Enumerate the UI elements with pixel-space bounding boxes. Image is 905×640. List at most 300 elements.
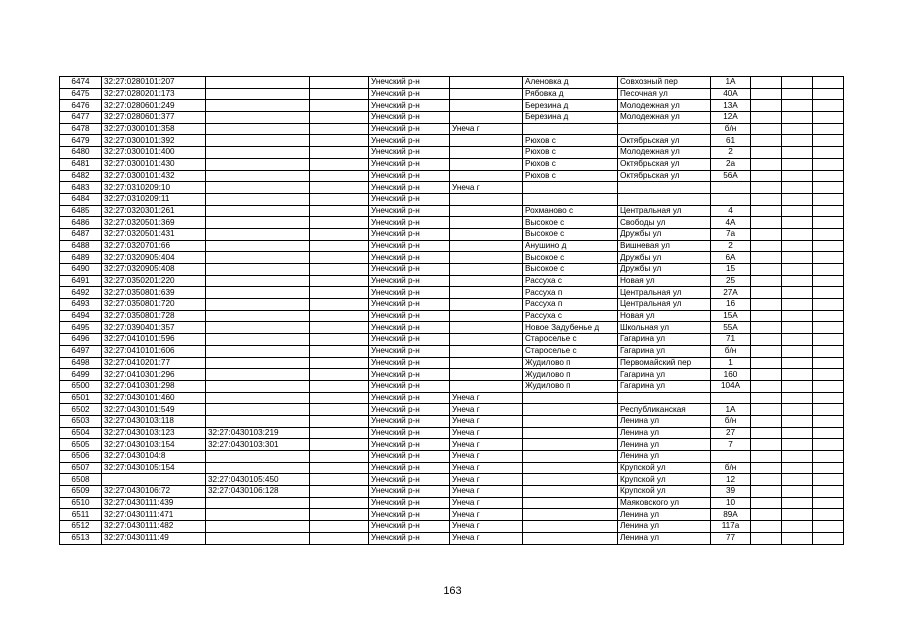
cadastral-number-cell: 32:27:0320905:404 [102,252,206,264]
table-row [60,521,844,533]
cadastral-number-cell: 32:27:0430103:123 [102,427,206,439]
extra-column-2-cell [782,322,813,334]
cadastral-number-cell: 32:27:0430106:72 [102,486,206,498]
settlement-cell: Рассуха с [523,310,618,322]
settlement-cell: Высокое с [523,228,618,240]
house-number-cell: 2а [711,158,751,170]
house-number-cell: 56А [711,170,751,182]
house-number-cell: б/н [711,415,751,427]
district-cell: Унечский р-н [369,474,450,486]
house-number-cell: 89А [711,509,751,521]
street-cell: Дружбы ул [618,264,711,276]
street-cell: Ленина ул [618,415,711,427]
district-cell: Унечский р-н [369,100,450,112]
row-number-cell: 6505 [60,439,102,451]
settlement-cell: Рассуха с [523,275,618,287]
linked-cadastral-number-cell [206,532,310,544]
blank-column-cell [310,392,369,404]
city-cell: Унеча г [450,532,523,544]
street-cell: Ленина ул [618,427,711,439]
blank-column-cell [310,123,369,135]
extra-column-1-cell [751,310,782,322]
linked-cadastral-number-cell: 32:27:0430103:301 [206,439,310,451]
settlement-cell [523,123,618,135]
district-cell: Унечский р-н [369,310,450,322]
linked-cadastral-number-cell [206,205,310,217]
extra-column-1-cell [751,217,782,229]
district-cell: Унечский р-н [369,357,450,369]
extra-column-3-cell [813,486,844,498]
street-cell [618,182,711,194]
table-row [60,310,844,322]
extra-column-3-cell [813,100,844,112]
row-number-cell: 6500 [60,380,102,392]
blank-column-cell [310,486,369,498]
row-number-cell: 6510 [60,497,102,509]
extra-column-1-cell [751,369,782,381]
extra-column-3-cell [813,170,844,182]
cadastral-number-cell: 32:27:0350201:220 [102,275,206,287]
linked-cadastral-number-cell [206,170,310,182]
extra-column-1-cell [751,123,782,135]
table-row [60,509,844,521]
row-number-cell: 6504 [60,427,102,439]
street-cell [618,392,711,404]
row-number-cell: 6486 [60,217,102,229]
city-cell: Унеча г [450,427,523,439]
extra-column-1-cell [751,357,782,369]
house-number-cell [711,182,751,194]
extra-column-2-cell [782,404,813,416]
extra-column-3-cell [813,147,844,159]
cadastral-number-cell: 32:27:0390401:357 [102,322,206,334]
district-cell: Унечский р-н [369,322,450,334]
city-cell [450,380,523,392]
extra-column-2-cell [782,532,813,544]
street-cell: Ленина ул [618,439,711,451]
city-cell [450,369,523,381]
extra-column-1-cell [751,228,782,240]
house-number-cell: 40А [711,88,751,100]
extra-column-2-cell [782,158,813,170]
city-cell [450,287,523,299]
street-cell: Гагарина ул [618,345,711,357]
table-row [60,158,844,170]
extra-column-1-cell [751,521,782,533]
cadastral-number-cell: 32:27:0410201:77 [102,357,206,369]
linked-cadastral-number-cell [206,334,310,346]
city-cell: Унеча г [450,404,523,416]
house-number-cell: 27 [711,427,751,439]
city-cell [450,345,523,357]
extra-column-1-cell [751,415,782,427]
extra-column-3-cell [813,439,844,451]
table-row [60,415,844,427]
extra-column-3-cell [813,369,844,381]
table-row [60,193,844,205]
settlement-cell: Рюхов с [523,147,618,159]
street-cell: Гагарина ул [618,380,711,392]
city-cell: Унеча г [450,462,523,474]
blank-column-cell [310,135,369,147]
row-number-cell: 6491 [60,275,102,287]
district-cell: Унечский р-н [369,334,450,346]
district-cell: Унечский р-н [369,205,450,217]
house-number-cell: 16 [711,299,751,311]
street-cell: Свободы ул [618,217,711,229]
extra-column-3-cell [813,217,844,229]
house-number-cell: 71 [711,334,751,346]
linked-cadastral-number-cell [206,380,310,392]
row-number-cell: 6497 [60,345,102,357]
street-cell: Центральная ул [618,287,711,299]
district-cell: Унечский р-н [369,193,450,205]
cadastral-number-cell: 32:27:0320701:66 [102,240,206,252]
blank-column-cell [310,334,369,346]
row-number-cell: 6502 [60,404,102,416]
house-number-cell: 6А [711,252,751,264]
district-cell: Унечский р-н [369,228,450,240]
linked-cadastral-number-cell [206,264,310,276]
extra-column-3-cell [813,462,844,474]
linked-cadastral-number-cell [206,158,310,170]
cadastral-number-cell: 32:27:0430111:439 [102,497,206,509]
street-cell: Совхозный пер [618,77,711,89]
table-row [60,287,844,299]
cadastral-number-cell: 32:27:0320501:369 [102,217,206,229]
extra-column-3-cell [813,193,844,205]
city-cell: Унеча г [450,439,523,451]
linked-cadastral-number-cell [206,497,310,509]
extra-column-2-cell [782,451,813,463]
city-cell [450,77,523,89]
table-row [60,486,844,498]
linked-cadastral-number-cell [206,100,310,112]
blank-column-cell [310,380,369,392]
linked-cadastral-number-cell [206,88,310,100]
blank-column-cell [310,77,369,89]
settlement-cell [523,392,618,404]
extra-column-1-cell [751,112,782,124]
table-row [60,77,844,89]
settlement-cell: Высокое с [523,252,618,264]
row-number-cell: 6479 [60,135,102,147]
extra-column-1-cell [751,100,782,112]
extra-column-1-cell [751,404,782,416]
linked-cadastral-number-cell: 32:27:0430103:219 [206,427,310,439]
settlement-cell [523,462,618,474]
street-cell: Гагарина ул [618,369,711,381]
city-cell: Унеча г [450,474,523,486]
extra-column-3-cell [813,521,844,533]
district-cell: Унечский р-н [369,264,450,276]
table-row [60,252,844,264]
extra-column-1-cell [751,532,782,544]
extra-column-1-cell [751,182,782,194]
settlement-cell: Жудилово п [523,357,618,369]
house-number-cell: 15 [711,264,751,276]
blank-column-cell [310,88,369,100]
linked-cadastral-number-cell [206,287,310,299]
row-number-cell: 6509 [60,486,102,498]
extra-column-3-cell [813,415,844,427]
city-cell [450,264,523,276]
street-cell: Новая ул [618,275,711,287]
extra-column-3-cell [813,334,844,346]
linked-cadastral-number-cell [206,240,310,252]
page-number: 163 [443,585,462,597]
street-cell: Молодежная ул [618,147,711,159]
blank-column-cell [310,474,369,486]
street-cell: Крупской ул [618,462,711,474]
cadastral-number-cell: 32:27:0320905:408 [102,264,206,276]
blank-column-cell [310,287,369,299]
blank-column-cell [310,217,369,229]
extra-column-2-cell [782,205,813,217]
linked-cadastral-number-cell [206,369,310,381]
extra-column-1-cell [751,205,782,217]
extra-column-3-cell [813,345,844,357]
extra-column-1-cell [751,193,782,205]
table-row [60,380,844,392]
blank-column-cell [310,509,369,521]
extra-column-2-cell [782,217,813,229]
extra-column-1-cell [751,474,782,486]
house-number-cell: 55А [711,322,751,334]
house-number-cell: 2 [711,240,751,252]
house-number-cell: 27А [711,287,751,299]
cadastral-number-cell: 32:27:0300101:392 [102,135,206,147]
extra-column-2-cell [782,299,813,311]
linked-cadastral-number-cell [206,462,310,474]
row-number-cell: 6487 [60,228,102,240]
settlement-cell [523,193,618,205]
linked-cadastral-number-cell [206,77,310,89]
district-cell: Унечский р-н [369,287,450,299]
cadastral-number-cell: 32:27:0300101:358 [102,123,206,135]
table-row [60,205,844,217]
cadastral-number-cell: 32:27:0310209:11 [102,193,206,205]
street-cell: Октябрьская ул [618,135,711,147]
table-row [60,497,844,509]
extra-column-2-cell [782,135,813,147]
street-cell: Крупской ул [618,474,711,486]
blank-column-cell [310,404,369,416]
city-cell: Унеча г [450,415,523,427]
house-number-cell [711,193,751,205]
extra-column-2-cell [782,509,813,521]
district-cell: Унечский р-н [369,497,450,509]
cadastral-number-cell: 32:27:0430111:471 [102,509,206,521]
street-cell: Ленина ул [618,532,711,544]
city-cell [450,112,523,124]
settlement-cell: Новое Задубенье д [523,322,618,334]
street-cell: Крупской ул [618,486,711,498]
settlement-cell: Рюхов с [523,158,618,170]
house-number-cell: 160 [711,369,751,381]
registry-body [60,77,844,545]
extra-column-2-cell [782,357,813,369]
row-number-cell: 6488 [60,240,102,252]
district-cell: Унечский р-н [369,123,450,135]
house-number-cell: 1А [711,77,751,89]
settlement-cell [523,451,618,463]
blank-column-cell [310,112,369,124]
blank-column-cell [310,521,369,533]
extra-column-3-cell [813,287,844,299]
row-number-cell: 6484 [60,193,102,205]
table-row [60,427,844,439]
table-row [60,451,844,463]
settlement-cell [523,427,618,439]
row-number-cell: 6480 [60,147,102,159]
linked-cadastral-number-cell [206,322,310,334]
extra-column-1-cell [751,240,782,252]
extra-column-3-cell [813,205,844,217]
extra-column-2-cell [782,182,813,194]
settlement-cell [523,486,618,498]
linked-cadastral-number-cell [206,521,310,533]
house-number-cell: б/н [711,345,751,357]
table-row [60,474,844,486]
extra-column-2-cell [782,170,813,182]
table-row [60,439,844,451]
district-cell: Унечский р-н [369,462,450,474]
district-cell: Унечский р-н [369,404,450,416]
row-number-cell: 6477 [60,112,102,124]
table-row [60,147,844,159]
table-row [60,240,844,252]
linked-cadastral-number-cell [206,299,310,311]
blank-column-cell [310,369,369,381]
extra-column-1-cell [751,170,782,182]
row-number-cell: 6499 [60,369,102,381]
extra-column-2-cell [782,334,813,346]
cadastral-number-cell: 32:27:0430104:8 [102,451,206,463]
street-cell: Октябрьская ул [618,170,711,182]
cadastral-number-cell: 32:27:0430103:154 [102,439,206,451]
city-cell: Унеча г [450,521,523,533]
city-cell [450,299,523,311]
street-cell: Ленина ул [618,451,711,463]
city-cell [450,170,523,182]
settlement-cell [523,404,618,416]
city-cell [450,100,523,112]
cadastral-registry-table [59,76,844,545]
extra-column-1-cell [751,345,782,357]
extra-column-2-cell [782,287,813,299]
settlement-cell [523,182,618,194]
extra-column-1-cell [751,275,782,287]
district-cell: Унечский р-н [369,158,450,170]
street-cell: Октябрьская ул [618,158,711,170]
linked-cadastral-number-cell [206,357,310,369]
row-number-cell: 6503 [60,415,102,427]
blank-column-cell [310,228,369,240]
row-number-cell: 6512 [60,521,102,533]
extra-column-1-cell [751,147,782,159]
row-number-cell: 6492 [60,287,102,299]
settlement-cell: Рохманово с [523,205,618,217]
blank-column-cell [310,310,369,322]
extra-column-1-cell [751,158,782,170]
extra-column-3-cell [813,451,844,463]
settlement-cell: Староселье с [523,345,618,357]
district-cell: Унечский р-н [369,88,450,100]
extra-column-2-cell [782,275,813,287]
house-number-cell: 10 [711,497,751,509]
table-row [60,170,844,182]
blank-column-cell [310,100,369,112]
district-cell: Унечский р-н [369,380,450,392]
street-cell: Гагарина ул [618,334,711,346]
settlement-cell [523,415,618,427]
settlement-cell: Рюхов с [523,170,618,182]
house-number-cell: 13А [711,100,751,112]
settlement-cell: Рюхов с [523,135,618,147]
row-number-cell: 6506 [60,451,102,463]
house-number-cell: 4 [711,205,751,217]
house-number-cell: 1 [711,357,751,369]
extra-column-1-cell [751,427,782,439]
extra-column-3-cell [813,380,844,392]
extra-column-2-cell [782,252,813,264]
district-cell: Унечский р-н [369,77,450,89]
city-cell [450,147,523,159]
table-row [60,369,844,381]
district-cell: Унечский р-н [369,240,450,252]
district-cell: Унечский р-н [369,112,450,124]
row-number-cell: 6476 [60,100,102,112]
table-row [60,123,844,135]
city-cell [450,334,523,346]
table-row [60,357,844,369]
street-cell: Первомайский пер [618,357,711,369]
extra-column-3-cell [813,158,844,170]
street-cell [618,193,711,205]
row-number-cell: 6474 [60,77,102,89]
district-cell: Унечский р-н [369,451,450,463]
city-cell [450,193,523,205]
row-number-cell: 6483 [60,182,102,194]
cadastral-number-cell: 32:27:0280601:249 [102,100,206,112]
cadastral-number-cell: 32:27:0350801:639 [102,287,206,299]
extra-column-3-cell [813,252,844,264]
linked-cadastral-number-cell [206,345,310,357]
table-row [60,88,844,100]
table-row [60,322,844,334]
linked-cadastral-number-cell [206,415,310,427]
cadastral-number-cell [102,474,206,486]
city-cell [450,217,523,229]
blank-column-cell [310,451,369,463]
row-number-cell: 6495 [60,322,102,334]
city-cell: Унеча г [450,451,523,463]
district-cell: Унечский р-н [369,439,450,451]
city-cell [450,240,523,252]
blank-column-cell [310,299,369,311]
district-cell: Унечский р-н [369,509,450,521]
blank-column-cell [310,322,369,334]
blank-column-cell [310,415,369,427]
table-row [60,182,844,194]
linked-cadastral-number-cell [206,147,310,159]
house-number-cell: б/н [711,462,751,474]
cadastral-number-cell: 32:27:0350801:728 [102,310,206,322]
settlement-cell [523,532,618,544]
district-cell: Унечский р-н [369,135,450,147]
city-cell [450,252,523,264]
